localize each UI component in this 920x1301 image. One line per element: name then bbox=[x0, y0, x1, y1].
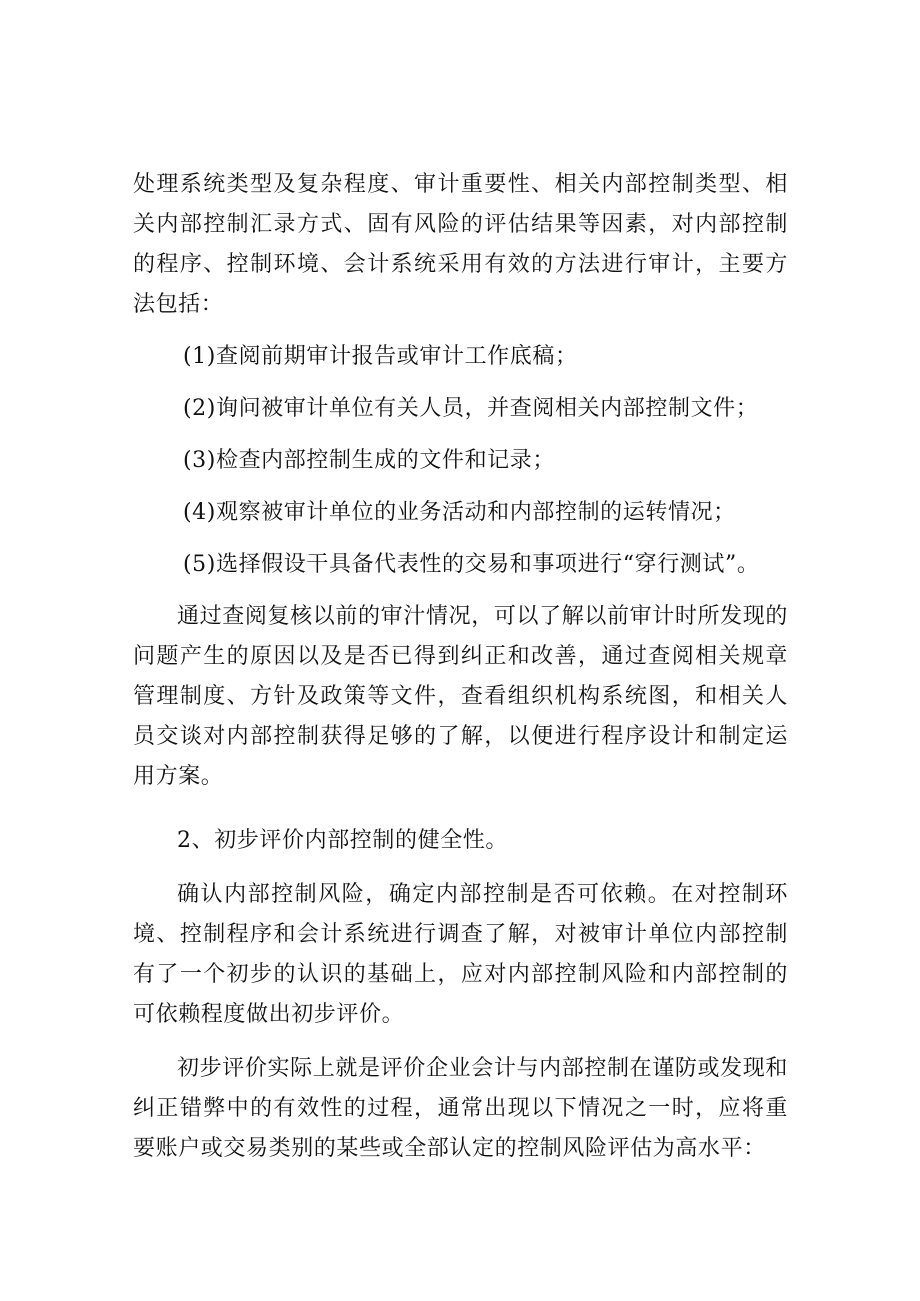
paragraph-review-previous: 通过查阅复核以前的审汁情况，可以了解以前审计时所发现的问题产生的原因以及是否已得到纠正和改善，通过查阅相关规章管理制度、方针及政策等文件，查看组织机构系统图，和相关人员交谈对内部控制获得足够的了解，以便进行程序设计和制定运用方案。 bbox=[133, 604, 788, 789]
method-item-2: (2)询问被审计单位有关人员，并查阅相关内部控制文件； bbox=[183, 396, 759, 421]
paragraph-audit-factors: 处理系统类型及复杂程度、审计重要性、相关内部控制类型、相关内部控制汇录方式、固有风险的评估结果等因素，对内部控制的程序、控制环境、会计系统采用有效的方法进行审计，主要方法包括： bbox=[133, 172, 788, 317]
section-heading-preliminary-evaluation: 2、初步评价内部控制的健全性。 bbox=[177, 828, 508, 853]
paragraph-preliminary-evaluation: 初步评价实际上就是评价企业会计与内部控制在谨防或发现和纠正错弊中的有效性的过程，通常出现以下情况之一时，应将重要账户或交易类别的某些或全部认定的控制风险评估为高水平： bbox=[133, 1056, 788, 1161]
document-body bbox=[133, 165, 788, 1169]
method-item-5: (5)选择假设干具备代表性的交易和事项进行“穿行测试”。 bbox=[183, 552, 760, 577]
method-item-3: (3)检查内部控制生成的文件和记录； bbox=[183, 448, 555, 473]
method-item-1: (1)查阅前期审计报告或审计工作底稿； bbox=[183, 344, 578, 369]
method-item-4: (4)观察被审计单位的业务活动和内部控制的运转情况； bbox=[183, 500, 736, 525]
paragraph-confirm-risk: 确认内部控制风险，确定内部控制是否可依赖。在对控制环境、控制程序和会计系统进行调查了解，对被审计单位内部控制有了一个初步的认识的基础上，应对内部控制风险和内部控制的可依赖程度做出初步评价。 bbox=[133, 882, 788, 1027]
